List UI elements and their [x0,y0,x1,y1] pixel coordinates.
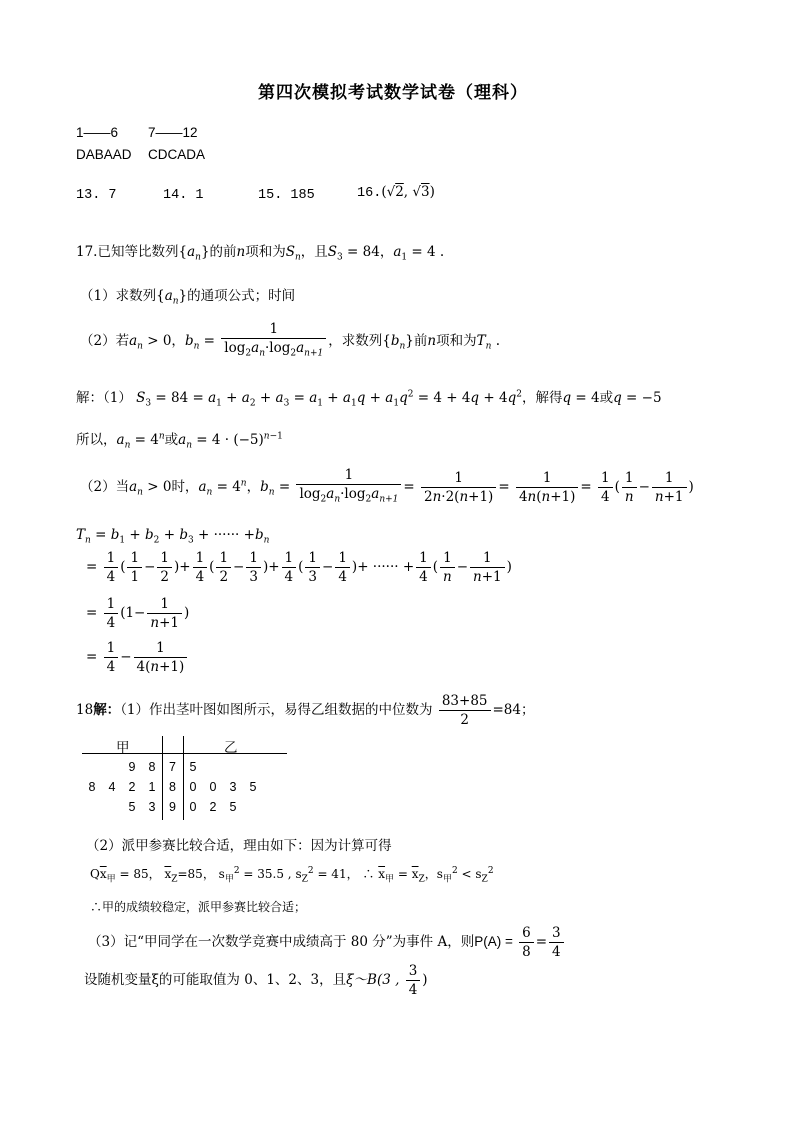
q17-sum-line-2: = $\frac{1}{4}$ ( $\frac{1}{1}$ − $\frac{1}{2}$ )+ $\frac{1}{4}$ ( $\frac{1}{2}$ − $\frac{1}{3}$ )+ $\frac{1}{4}$ ( $\frac{1}{3}$ − $\frac{1}{4}$ )+ ······ + $\frac{1}{4}$ ( $\frac{1}{n}$ − $\frac{1}{n+1}$ ) [86,550,512,585]
mc-answers-1: DABAAD [76,147,132,162]
answer-13: 13. 7 [76,188,117,203]
right-leaf: 0 [189,780,197,794]
stem-value: 8 [169,780,176,794]
stem-value: 7 [169,760,176,774]
page-title: 第四次模拟考试数学试卷（理科） [258,83,528,103]
left-leaf: 2 [128,780,136,794]
right-leaf [243,757,263,777]
q18-part3: （3）记“甲同学在一次数学竞赛中成绩高于 80 分”为事件 A，则P(A) = $\frac{6}{8}$ = $\frac{3}{4}$ [88,924,566,961]
right-leaf: 0 [209,780,217,794]
q17-stem: 17.已知等比数列$\{a_n\}$的前n项和为$S_n$，且$S_3 = 84$，$a_1 = 4$ . [76,244,445,263]
q17-sum-line-3: = $\frac{1}{4}$ (1− $\frac{1}{n+1}$ ) [86,596,190,631]
q17-solution-1: 解：（1） $S_3 = 84 = a_1 + a_2 + a_3 = a_1 + a_1q + a_1q^2 = 4 + 4q + 4q^2$，解得q = 4或q = −5 [76,389,662,409]
right-leaf [203,757,223,777]
mc-range-2: 7——12 [148,125,198,140]
left-leaf: 1 [148,780,156,794]
answer-16-label: 16. [357,186,382,201]
q17-solution-2: （2）当$a_n > 0$时，$a_n = 4^n$，$b_n$ = $\frac{1}{\log_2a_n\cdot\log_2a_{n+1}}$ = $\frac{1}{2n\cdot 2(n+1)}$ = $\frac{1}{4n(n+1)}$ = $\frac{1}{4}$ ( $\frac{1}{n}$ − $\frac{1}{n+1}$ ) [80,467,694,505]
answer-15: 15. 185 [258,188,315,203]
q17-sum-line-1: $T_n = b_1 + b_2 + b_3$ + ······ $+b_n$ [76,527,270,546]
left-leaf: 5 [128,800,136,814]
right-leaf: 3 [229,780,237,794]
left-leaf [82,797,102,817]
q18-part4: 设随机变量ξ的可能取值为 0、1、2、3，且ξ～B(3 , $\frac{3}{4}$ ) [84,963,428,998]
right-leaf [243,797,263,817]
left-leaf: 4 [108,780,116,794]
answer-14: 14. 1 [163,188,204,203]
left-leaf [102,797,122,817]
left-leaf [102,757,122,777]
mc-answers-2: CDCADA [148,147,206,162]
stem-leaf-row [82,757,263,777]
left-leaf: 8 [148,760,156,774]
q18-conclusion: ∴甲的成绩较稳定，派甲参赛比较合适； [90,900,307,914]
q18-part2: （2）派甲参赛比较合适，理由如下：因为计算可得 [86,838,392,854]
mc-range-1: 1——6 [76,125,119,140]
q17-part2: （2）若$a_n > 0$，$b_n$ = $\frac{1}{\log_2a_n\cdot\log_2a_{n+1}}$ ，求数列$\{b_n\}$前n项和为$T_n$ . [80,321,500,359]
right-leaf: 5 [229,800,237,814]
q17-part1: （1）求数列$\{a_n\}$的通项公式；时间 [80,288,296,307]
stem-leaf-row [82,797,263,817]
q17-sum-line-4: = $\frac{1}{4}$ − $\frac{1}{4(n+1)}$ [86,639,189,676]
stem-leaf-table [82,757,263,817]
stem-leaf-plot [82,736,287,820]
right-leaf: 5 [189,760,197,774]
stem-leaf-header-left: 甲 [116,740,130,755]
stem-leaf-row [82,777,263,797]
left-leaf [82,757,102,777]
left-leaf: 8 [88,780,96,794]
right-leaf: 2 [209,800,217,814]
answer-16: 16.(√2, √3) [357,184,435,201]
q18-part1: 18解：（1）作出茎叶图如图所示，易得乙组数据的中位数为 $\frac{83+85}{2}$ =84； [76,693,535,728]
right-leaf: 0 [189,800,197,814]
left-leaf: 3 [148,800,156,814]
q18-stats: $Q\overline{x}_甲 = 85$， $\overline{x}_Z=85$， $s_甲^2 = 35.5$ , $s_Z^2 = 41$， ∴ $\overline{x}_甲 = \overline{x}_Z$，$s_甲^2 < s_Z^2$ [90,866,494,885]
left-leaf: 9 [128,760,136,774]
q17-solution-so: 所以，$a_n = 4^n$或$a_n = 4 \cdot (-5)^{n-1}$ [76,431,283,451]
right-leaf [223,757,243,777]
stem-leaf-header-right: 乙 [224,740,238,755]
right-leaf: 5 [249,780,257,794]
stem-value: 9 [169,800,176,814]
